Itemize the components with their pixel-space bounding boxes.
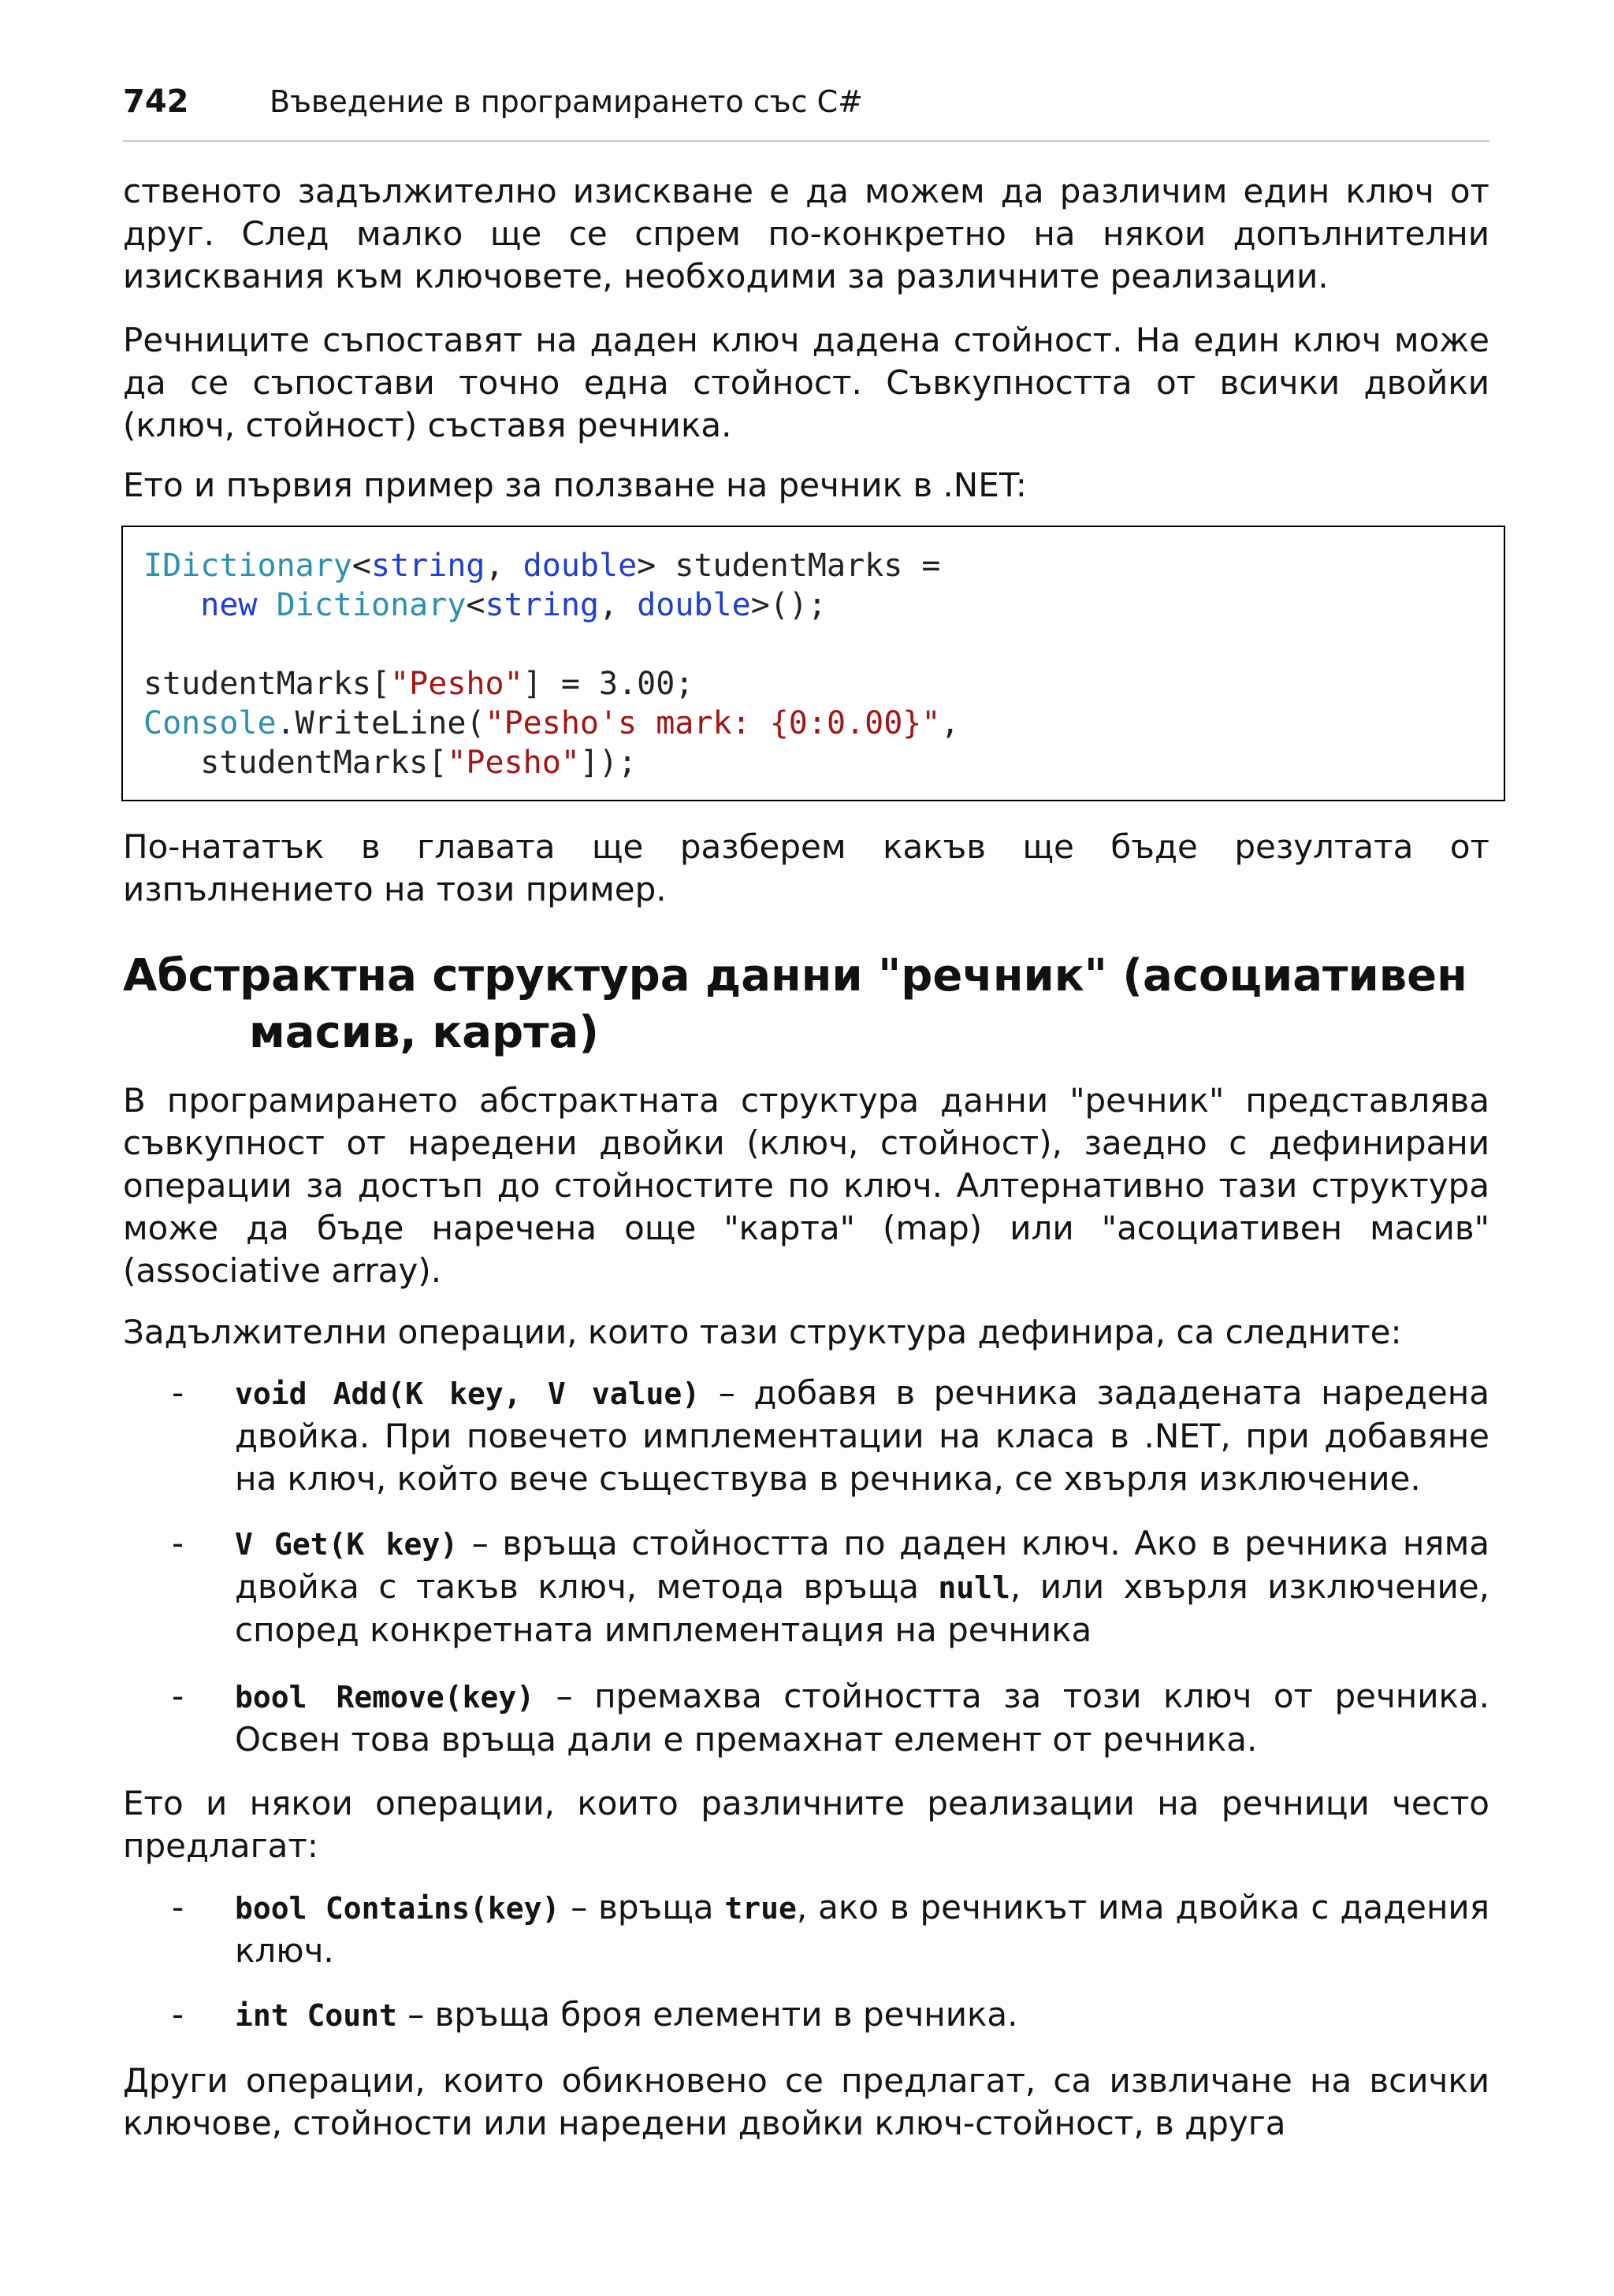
list-dash: - (172, 1677, 184, 1715)
section-heading-line-1: Абстрактна структура данни "речник" (асоциативен (123, 950, 1467, 1001)
keyword: null (938, 1570, 1010, 1605)
page-number: 742 (123, 84, 189, 120)
paragraph-dictionary-definition: Речниците съпоставят на даден ключ дадена стойност. На един ключ може да се съпостави точно една стойност. Съвкупността от всички двойки (ключ, стойност) съставя речника. (123, 321, 1489, 444)
page-header (123, 82, 1489, 142)
section-heading (123, 948, 1489, 1061)
list-item-contains: bool Contains(key) – връща true, ако в речникът има двойка с дадения ключ. (235, 1888, 1489, 1970)
paragraph-result-later: По-нататък в главата ще разберем какъв ще бъде резултата от изпълнението на този пример. (123, 827, 1489, 908)
paragraph-required-operations: Задължителни операции, които тази структура дефинира, са следните: (123, 1313, 1402, 1351)
list-item-get: V Get(K key) – връща стойността по даден ключ. Ако в речника няма двойка с такъв ключ, метода връща null, или хвърля изключение, според конкретната имплементация на речника (235, 1524, 1489, 1649)
paragraph-keys-requirement: ственото задължително изискване е да можем да различим един ключ от друг. След малко ще се спрем по-конкретно на някои допълнителни изисквания към ключовете, необходими за различните реализации. (123, 172, 1489, 295)
paragraph-other-operations: Други операции, които обикновено се предлагат, са извличане на всички ключове, стойности или наредени двойки ключ-стойност, в друга (123, 2061, 1489, 2142)
list-item-remove: bool Remove(key) – премахва стойността за този ключ от речника. Освен това връща дали е премахнат елемент от речника. (235, 1677, 1490, 1759)
method-signature: bool Remove(key) (235, 1680, 535, 1715)
method-signature: void Add(K key, V value) (235, 1376, 701, 1411)
paragraph-optional-operations: Ето и някои операции, които различните реализации на речници често предлагат: (123, 1784, 1489, 1865)
method-signature: bool Contains(key) (235, 1891, 560, 1926)
method-signature: V Get(K key) (235, 1527, 459, 1562)
code-example-block (121, 526, 1505, 801)
list-dash: - (172, 1888, 184, 1926)
list-dash: - (172, 1373, 184, 1412)
keyword: true (724, 1891, 797, 1926)
code-listing: IDictionary<string, double> studentMarks = new Dictionary<string, double>(); studentMarks["Pesho"] = 3.00; Console.WriteLine("Pesho's mark: {0:0.00}", studentMarks["Pesho"]); (143, 548, 960, 781)
list-item-count: int Count – връща броя елементи в речника. (235, 1995, 1018, 2034)
list-dash: - (172, 1995, 184, 2034)
paragraph-first-example-intro: Ето и първия пример за ползване на речник в .NET: (123, 466, 1027, 504)
book-title: Въведение в програмирането със C# (270, 84, 863, 119)
list-item-add: void Add(K key, V value) – добавя в речника зададената наредена двойка. При повечето имплементации на класа в .NET, при добавяне на ключ, който вече съществува в речника, се хвърля изключение. (235, 1373, 1489, 1498)
method-signature: int Count (235, 1998, 397, 2033)
paragraph-adt-description: В програмирането абстрактната структура данни "речник" представлява съвкупност от наредени двойки (ключ, стойност), заедно с дефинирани операции за достъп до стойностите по ключ. Алтернативно тази структура може да бъде наречена още "карта" (map) или "асоциативен масив" (associative array). (123, 1081, 1489, 1290)
section-heading-line-2: масив, карта) (249, 1007, 599, 1058)
list-dash: - (172, 1524, 184, 1562)
